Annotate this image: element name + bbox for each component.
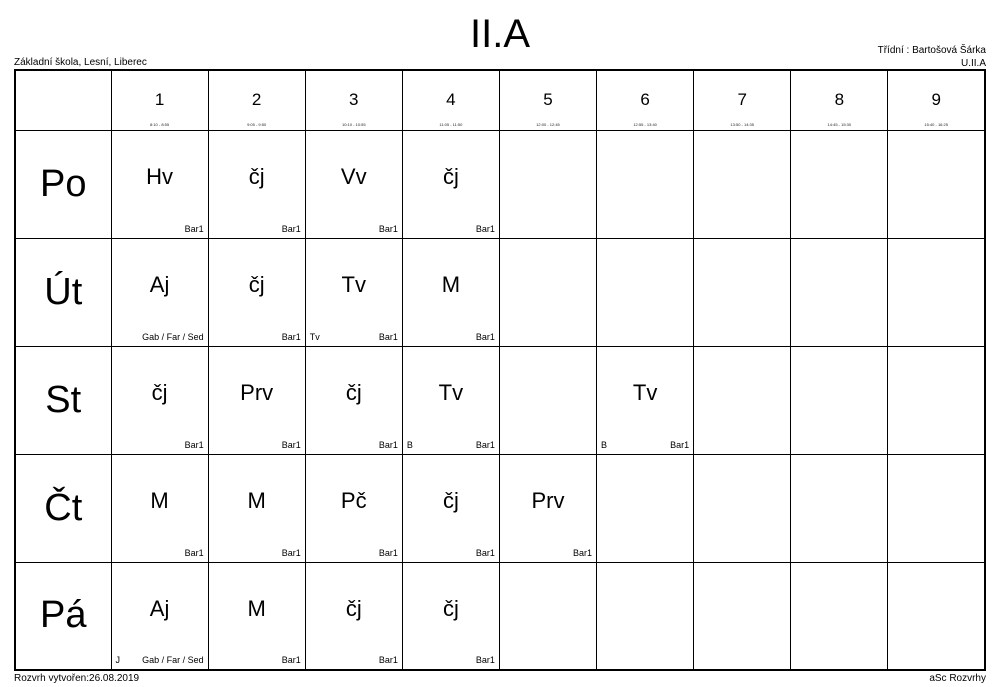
lesson-room: Bar1 xyxy=(475,331,495,342)
lesson-subject: Pč xyxy=(340,487,367,513)
lesson-group: J xyxy=(115,655,120,665)
lesson-subject: Tv xyxy=(438,379,464,405)
lesson-subject: Prv xyxy=(531,487,565,513)
empty-lesson-cell xyxy=(597,238,694,346)
lesson-room: Bar1 xyxy=(281,547,301,558)
lesson-cell xyxy=(208,238,305,346)
software-credit: aSc Rozvrhy xyxy=(929,673,986,684)
lesson-room: Bar1 xyxy=(475,547,495,558)
class-title: II.A xyxy=(469,12,531,56)
lesson-cell xyxy=(402,238,499,346)
lesson-cell xyxy=(111,346,208,454)
day-name: Čt xyxy=(44,486,83,529)
day-cell xyxy=(15,130,111,238)
empty-lesson-cell xyxy=(597,562,694,670)
lesson-cell xyxy=(402,130,499,238)
empty-lesson-cell xyxy=(694,346,791,454)
empty-lesson-cell xyxy=(499,346,596,454)
lesson-cell xyxy=(208,454,305,562)
timetable-grid xyxy=(14,69,986,671)
period-header xyxy=(402,70,499,130)
lesson-subject: Hv xyxy=(146,163,173,189)
lesson-subject: M xyxy=(247,487,266,513)
period-time: 12:00 - 12:45 xyxy=(536,122,560,127)
lesson-subject: Prv xyxy=(240,379,274,405)
lesson-cell xyxy=(111,562,208,670)
lesson-room: Bar1 xyxy=(281,331,301,342)
lesson-subject: čj xyxy=(151,379,168,405)
lesson-cell xyxy=(597,346,694,454)
lesson-room: Bar1 xyxy=(378,331,398,342)
empty-lesson-cell xyxy=(888,346,985,454)
day-row xyxy=(15,346,985,454)
empty-lesson-cell xyxy=(499,130,596,238)
empty-lesson-cell xyxy=(888,562,985,670)
lesson-subject: čj xyxy=(345,595,362,621)
class-teacher-info xyxy=(878,44,986,70)
day-cell xyxy=(15,346,111,454)
lesson-room: Bar1 xyxy=(281,655,301,665)
period-number: 2 xyxy=(251,90,262,109)
period-number: 8 xyxy=(834,90,845,109)
period-time: 12:55 - 13:40 xyxy=(633,122,657,127)
day-cell xyxy=(15,454,111,562)
lesson-room: Bar1 xyxy=(475,439,495,450)
period-time: 14:45 - 15:30 xyxy=(827,122,852,127)
lesson-room: Bar1 xyxy=(184,439,204,450)
period-header xyxy=(791,70,888,130)
empty-lesson-cell xyxy=(791,562,888,670)
lesson-room: Bar1 xyxy=(281,223,301,234)
lesson-cell xyxy=(499,454,596,562)
lesson-subject: M xyxy=(441,271,461,297)
lesson-room: Bar1 xyxy=(184,223,204,234)
period-header xyxy=(499,70,596,130)
day-name: St xyxy=(45,378,82,421)
period-time: 13:50 - 14:35 xyxy=(730,122,754,127)
empty-lesson-cell xyxy=(499,238,596,346)
lesson-group: B xyxy=(406,439,413,450)
empty-lesson-cell xyxy=(888,454,985,562)
period-header xyxy=(208,70,305,130)
period-header xyxy=(888,70,985,130)
lesson-room: Gab / Far / Sed xyxy=(142,655,204,665)
class-teacher: Třídní : Bartošová Šárka xyxy=(877,45,986,56)
lesson-group: B xyxy=(601,439,608,450)
empty-lesson-cell xyxy=(694,130,791,238)
empty-lesson-cell xyxy=(597,130,694,238)
day-row xyxy=(15,562,985,670)
lesson-cell xyxy=(111,130,208,238)
lesson-room: Bar1 xyxy=(573,547,593,558)
period-time: 15:40 - 16:25 xyxy=(924,122,948,127)
lesson-subject: Vv xyxy=(340,163,367,189)
home-room: U.II.A xyxy=(960,58,986,69)
lesson-cell xyxy=(305,454,402,562)
lesson-room: Bar1 xyxy=(670,439,690,450)
period-number: 1 xyxy=(154,90,165,109)
period-time: 10:10 - 10:55 xyxy=(341,122,366,127)
lesson-cell xyxy=(208,346,305,454)
period-time: 8:10 - 8:55 xyxy=(149,122,170,127)
period-header xyxy=(111,70,208,130)
lesson-cell xyxy=(402,562,499,670)
day-row xyxy=(15,238,985,346)
empty-lesson-cell xyxy=(791,346,888,454)
lesson-room: Bar1 xyxy=(378,655,398,665)
empty-lesson-cell xyxy=(694,454,791,562)
created-date: Rozvrh vytvořen:26.08.2019 xyxy=(14,673,140,684)
lesson-cell xyxy=(111,238,208,346)
period-time: 9:05 - 9:50 xyxy=(247,122,267,127)
day-name: Pá xyxy=(40,594,87,637)
period-number: 4 xyxy=(446,90,456,109)
period-header xyxy=(597,70,694,130)
period-header xyxy=(305,70,402,130)
day-name: Út xyxy=(44,270,83,313)
day-row xyxy=(15,130,985,238)
empty-lesson-cell xyxy=(694,562,791,670)
lesson-cell xyxy=(208,130,305,238)
lesson-cell xyxy=(305,130,402,238)
empty-lesson-cell xyxy=(499,562,596,670)
period-header-row xyxy=(15,70,985,130)
empty-lesson-cell xyxy=(791,238,888,346)
lesson-cell xyxy=(111,454,208,562)
lesson-subject: Tv xyxy=(341,271,366,297)
lesson-cell xyxy=(402,346,499,454)
empty-lesson-cell xyxy=(791,130,888,238)
lesson-group: Tv xyxy=(309,331,320,342)
day-cell xyxy=(15,562,111,670)
lesson-room: Bar1 xyxy=(281,439,301,450)
day-row xyxy=(15,454,985,562)
lesson-subject: čj xyxy=(345,379,362,405)
period-time: 11:05 - 11:50 xyxy=(439,122,463,127)
lesson-subject: čj xyxy=(248,163,265,189)
period-number: 9 xyxy=(931,90,941,109)
lesson-room: Bar1 xyxy=(475,655,495,665)
empty-lesson-cell xyxy=(694,238,791,346)
corner-cell xyxy=(15,70,111,130)
lesson-cell xyxy=(305,562,402,670)
lesson-subject: Aj xyxy=(149,595,170,621)
empty-lesson-cell xyxy=(791,454,888,562)
empty-lesson-cell xyxy=(597,454,694,562)
lesson-subject: M xyxy=(150,487,169,513)
lesson-subject: čj xyxy=(442,487,459,513)
lesson-subject: čj xyxy=(442,163,459,189)
period-number: 7 xyxy=(737,90,747,109)
lesson-room: Bar1 xyxy=(378,547,398,558)
period-number: 3 xyxy=(349,90,359,109)
period-header xyxy=(694,70,791,130)
day-name: Po xyxy=(40,162,87,205)
day-cell xyxy=(15,238,111,346)
empty-lesson-cell xyxy=(888,130,985,238)
empty-lesson-cell xyxy=(888,238,985,346)
lesson-subject: Tv xyxy=(632,379,658,405)
school-name: Základní škola, Lesní, Liberec xyxy=(14,57,147,68)
lesson-room: Bar1 xyxy=(378,439,398,450)
lesson-room: Bar1 xyxy=(184,547,204,558)
lesson-subject: Aj xyxy=(149,271,170,297)
lesson-cell xyxy=(208,562,305,670)
lesson-subject: čj xyxy=(248,271,265,297)
lesson-room: Bar1 xyxy=(475,223,495,234)
lesson-subject: čj xyxy=(442,595,459,621)
lesson-cell xyxy=(402,454,499,562)
lesson-cell xyxy=(305,346,402,454)
lesson-subject: M xyxy=(247,595,266,621)
period-number: 6 xyxy=(640,90,650,109)
period-number: 5 xyxy=(543,90,553,109)
lesson-cell xyxy=(305,238,402,346)
lesson-room: Gab / Far / Sed xyxy=(142,331,204,342)
lesson-room: Bar1 xyxy=(378,223,398,234)
